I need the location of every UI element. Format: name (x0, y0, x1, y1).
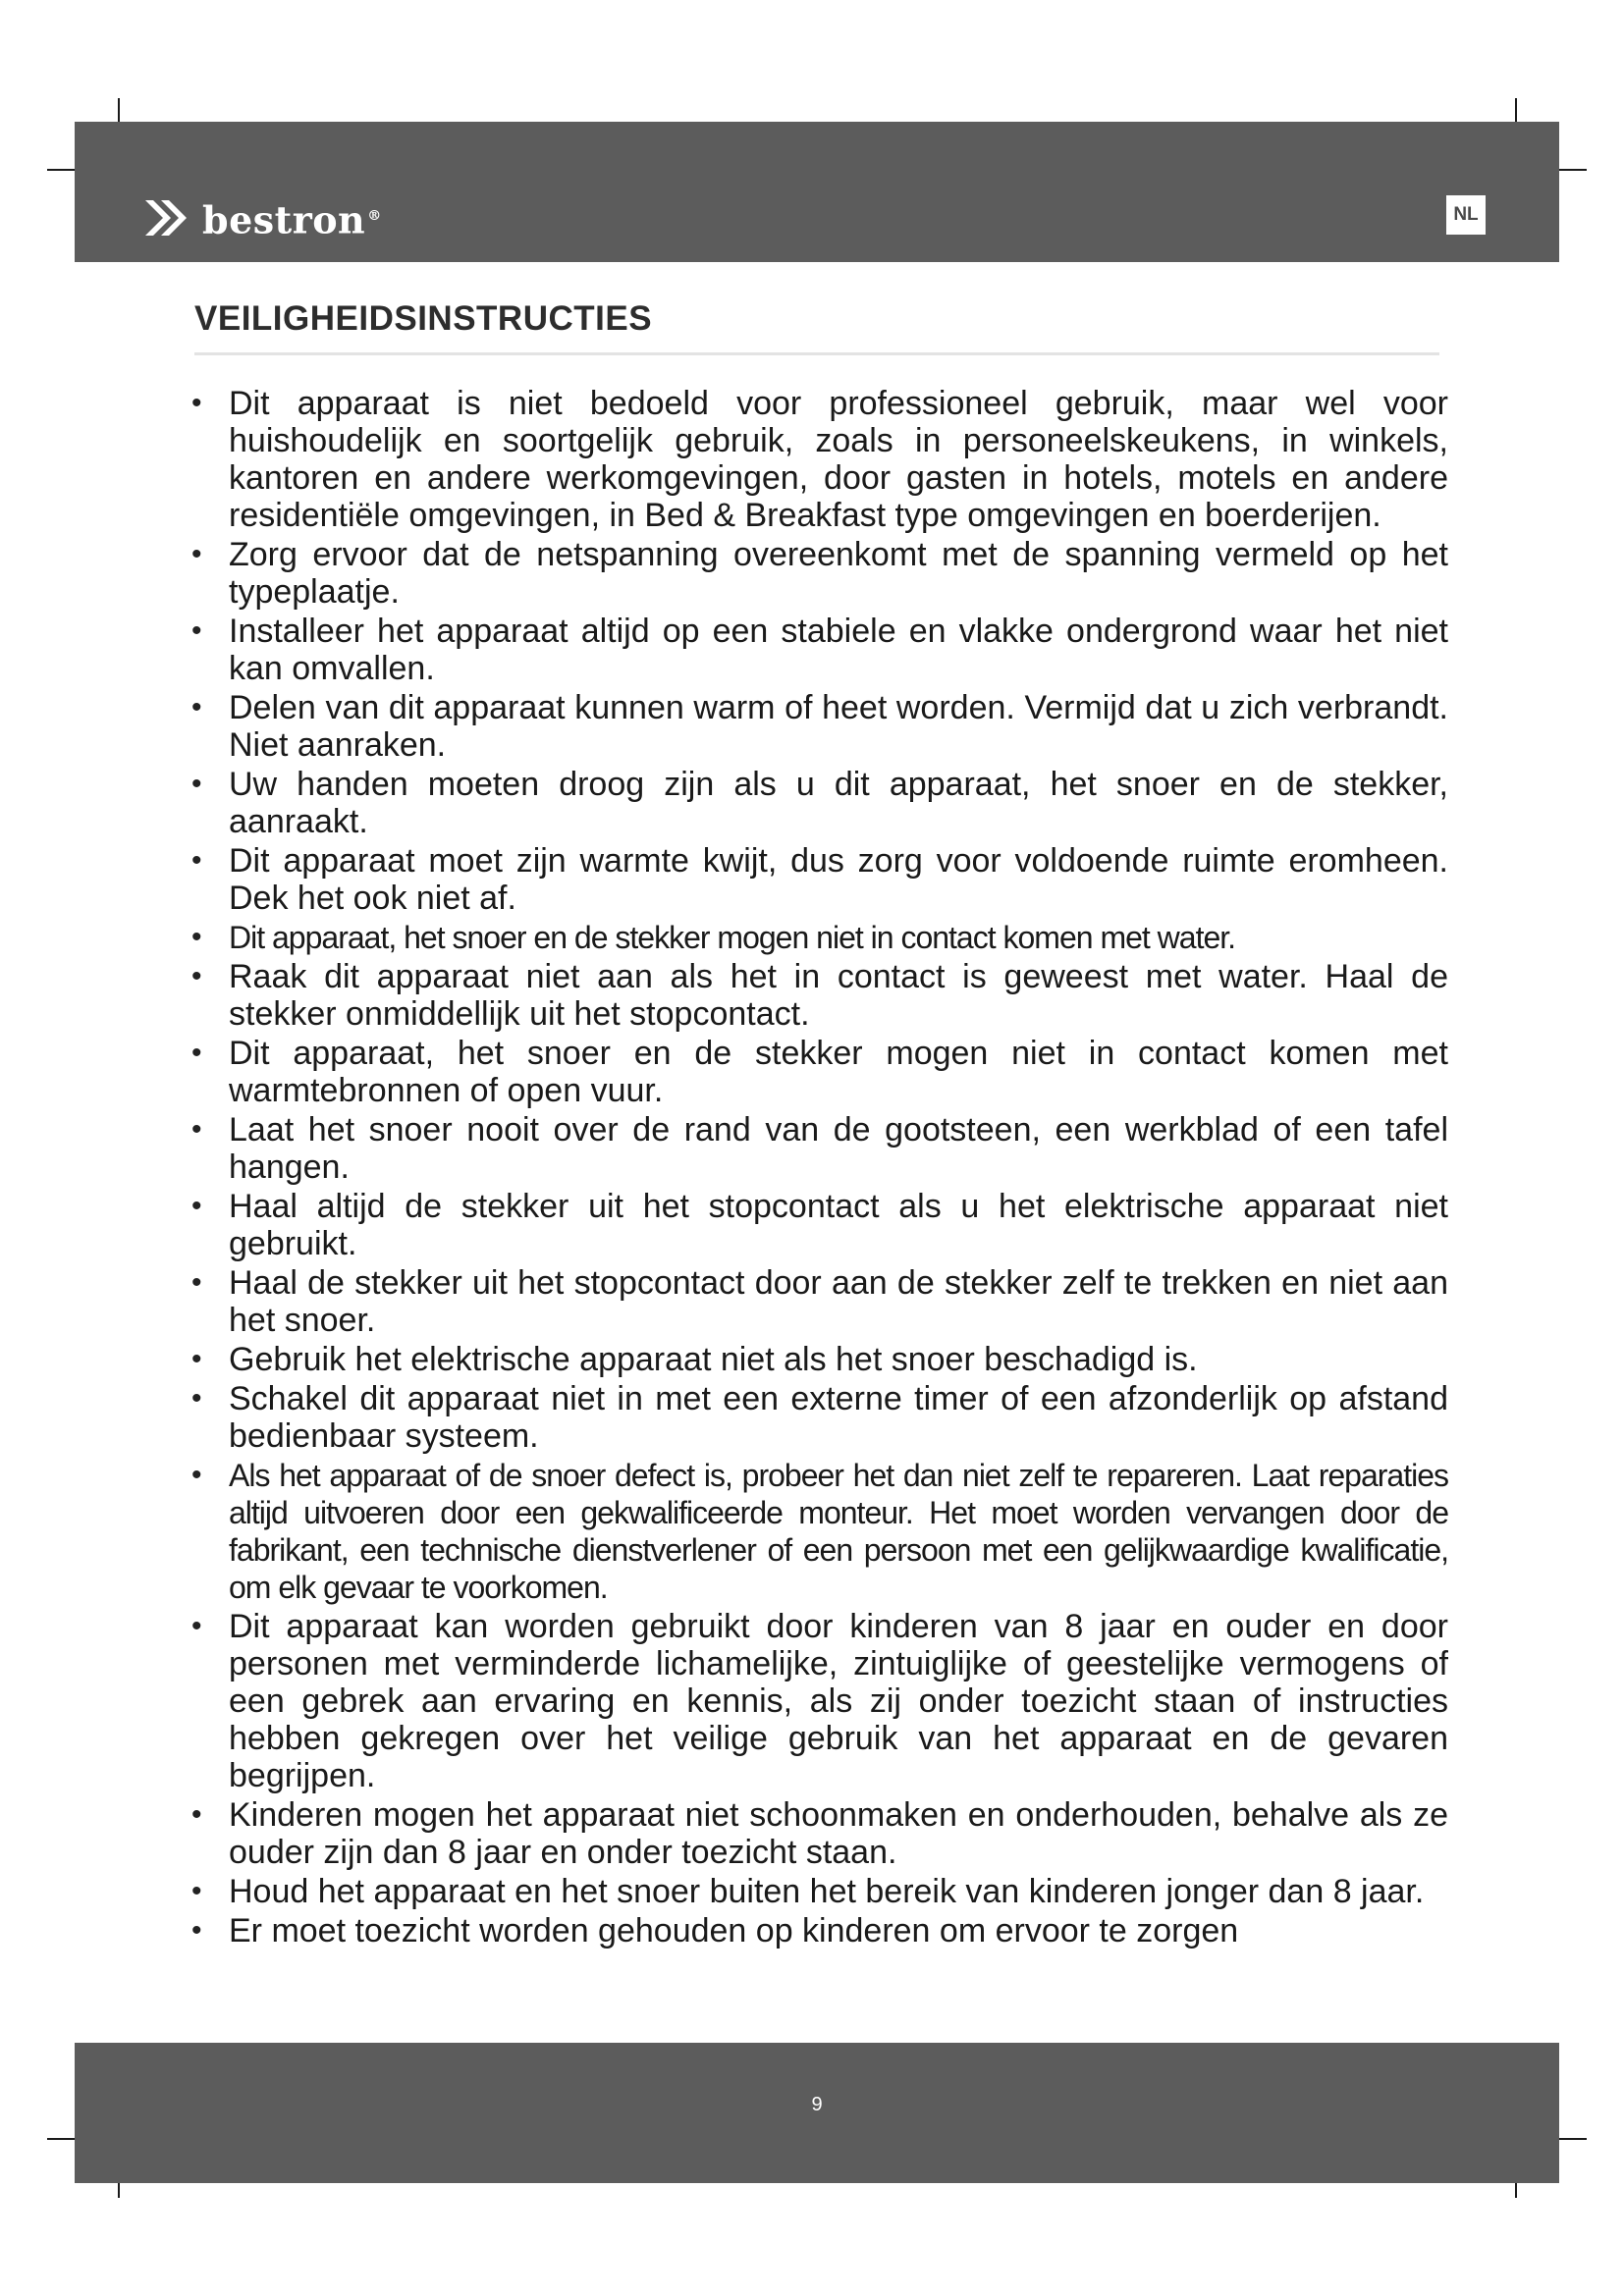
bullet: • (191, 1190, 202, 1222)
bullet: • (191, 1266, 202, 1299)
list-item: • Raak dit apparaat niet aan als het in contact is geweest met water. Haal de stekker onmiddellijk uit het stopcontact. (191, 958, 1448, 1033)
list-item: • Er moet toezicht worden gehouden op kinderen om ervoor te zorgen (191, 1912, 1239, 1949)
language-badge: NL (1446, 195, 1486, 235)
list-item: • Zorg ervoor dat de netspanning overeenkomt met de spanning vermeld op het typeplaatje. (191, 536, 1448, 611)
bullet: • (191, 1037, 202, 1069)
bullet: • (191, 1343, 202, 1375)
list-item: • Dit apparaat is niet bedoeld voor professioneel gebruik, maar wel voor huishoudelijk en soortgelijk gebruik, zoals in personeelskeukens, in winkels, kantoren en andere werkomgevingen, door gasten in hotels, motels en andere residentiële omgevingen, in Bed & Breakfast type omgevingen en boerderijen. (191, 385, 1448, 534)
bullet: • (191, 1382, 202, 1415)
list-item: • Als het apparaat of de snoer defect is, probeer het dan niet zelf te repareren. Laat reparaties altijd uitvoeren door een gekwalificeerde monteur. Het moet worden vervangen door de fabrikant, een technische dienstverlener of een persoon met een gelijkwaardige kwalificatie, om elk gevaar te voorkomen. (191, 1458, 1448, 1605)
bullet: • (191, 1113, 202, 1146)
bullet: • (191, 1798, 202, 1831)
bullet: • (191, 538, 202, 570)
list-item: • Dit apparaat moet zijn warmte kwijt, dus zorg voor voldoende ruimte eromheen. Dek het ook niet af. (191, 842, 1448, 917)
list-item: • Kinderen mogen het apparaat niet schoonmaken en onderhouden, behalve als ze ouder zijn dan 8 jaar en onder toezicht staan. (191, 1796, 1448, 1871)
registered-mark: ® (367, 207, 382, 224)
bullet: • (191, 1875, 202, 1907)
list-item: • Dit apparaat, het snoer en de stekker mogen niet in contact komen met warmtebronnen of open vuur. (191, 1035, 1448, 1109)
bullet: • (191, 614, 202, 647)
bullet: • (191, 768, 202, 800)
list-item: • Installeer het apparaat altijd op een stabiele en vlakke ondergrond waar het niet kan omvallen. (191, 613, 1448, 687)
list-item: • Haal altijd de stekker uit het stopcontact als u het elektrische apparaat niet gebruikt. (191, 1188, 1448, 1262)
bullet: • (191, 691, 202, 723)
list-item: • Gebruik het elektrische apparaat niet als het snoer beschadigd is. (191, 1341, 1198, 1378)
bullet: • (191, 960, 202, 992)
page-title: VEILIGHEIDSINSTRUCTIES (194, 299, 653, 338)
footer-bar (75, 2043, 1559, 2183)
bullet: • (191, 387, 202, 419)
brand-name: bestron ® (202, 197, 382, 242)
page-number: 9 (811, 2094, 823, 2115)
list-item: • Haal de stekker uit het stopcontact door aan de stekker zelf te trekken en niet aan het snoer. (191, 1264, 1448, 1339)
list-item: • Laat het snoer nooit over de rand van de gootsteen, een werkblad of een tafel hangen. (191, 1111, 1448, 1186)
bullet: • (191, 1914, 202, 1947)
bullet: • (191, 1459, 201, 1491)
bullet: • (191, 844, 202, 877)
list-item: • Uw handen moeten droog zijn als u dit apparaat, het snoer en de stekker, aanraakt. (191, 766, 1448, 840)
list-item: • Dit apparaat, het snoer en de stekker mogen niet in contact komen met water. (191, 920, 1236, 955)
brand-logo (143, 197, 382, 242)
chevron-logo-icon (143, 198, 194, 238)
header-bar (75, 122, 1559, 262)
bullet: • (191, 1610, 202, 1642)
list-item: • Dit apparaat kan worden gebruikt door kinderen van 8 jaar en ouder en door personen met verminderde lichamelijke, zintuiglijke of geestelijke vermogens of een gebrek aan ervaring en kennis, als zij onder toezicht staan of instructies hebben gekregen over het veilige gebruik van het apparaat en de gevaren begrijpen. (191, 1608, 1448, 1794)
list-item: • Schakel dit apparaat niet in met een externe timer of een afzonderlijk op afstand bedienbaar systeem. (191, 1380, 1448, 1455)
title-divider (194, 352, 1439, 355)
list-item: • Houd het apparaat en het snoer buiten het bereik van kinderen jonger dan 8 jaar. (191, 1873, 1425, 1910)
bullet: • (191, 921, 201, 953)
safety-instructions-list (187, 385, 1448, 1951)
list-item: • Delen van dit apparaat kunnen warm of heet worden. Vermijd dat u zich verbrandt. Niet aanraken. (191, 689, 1448, 764)
